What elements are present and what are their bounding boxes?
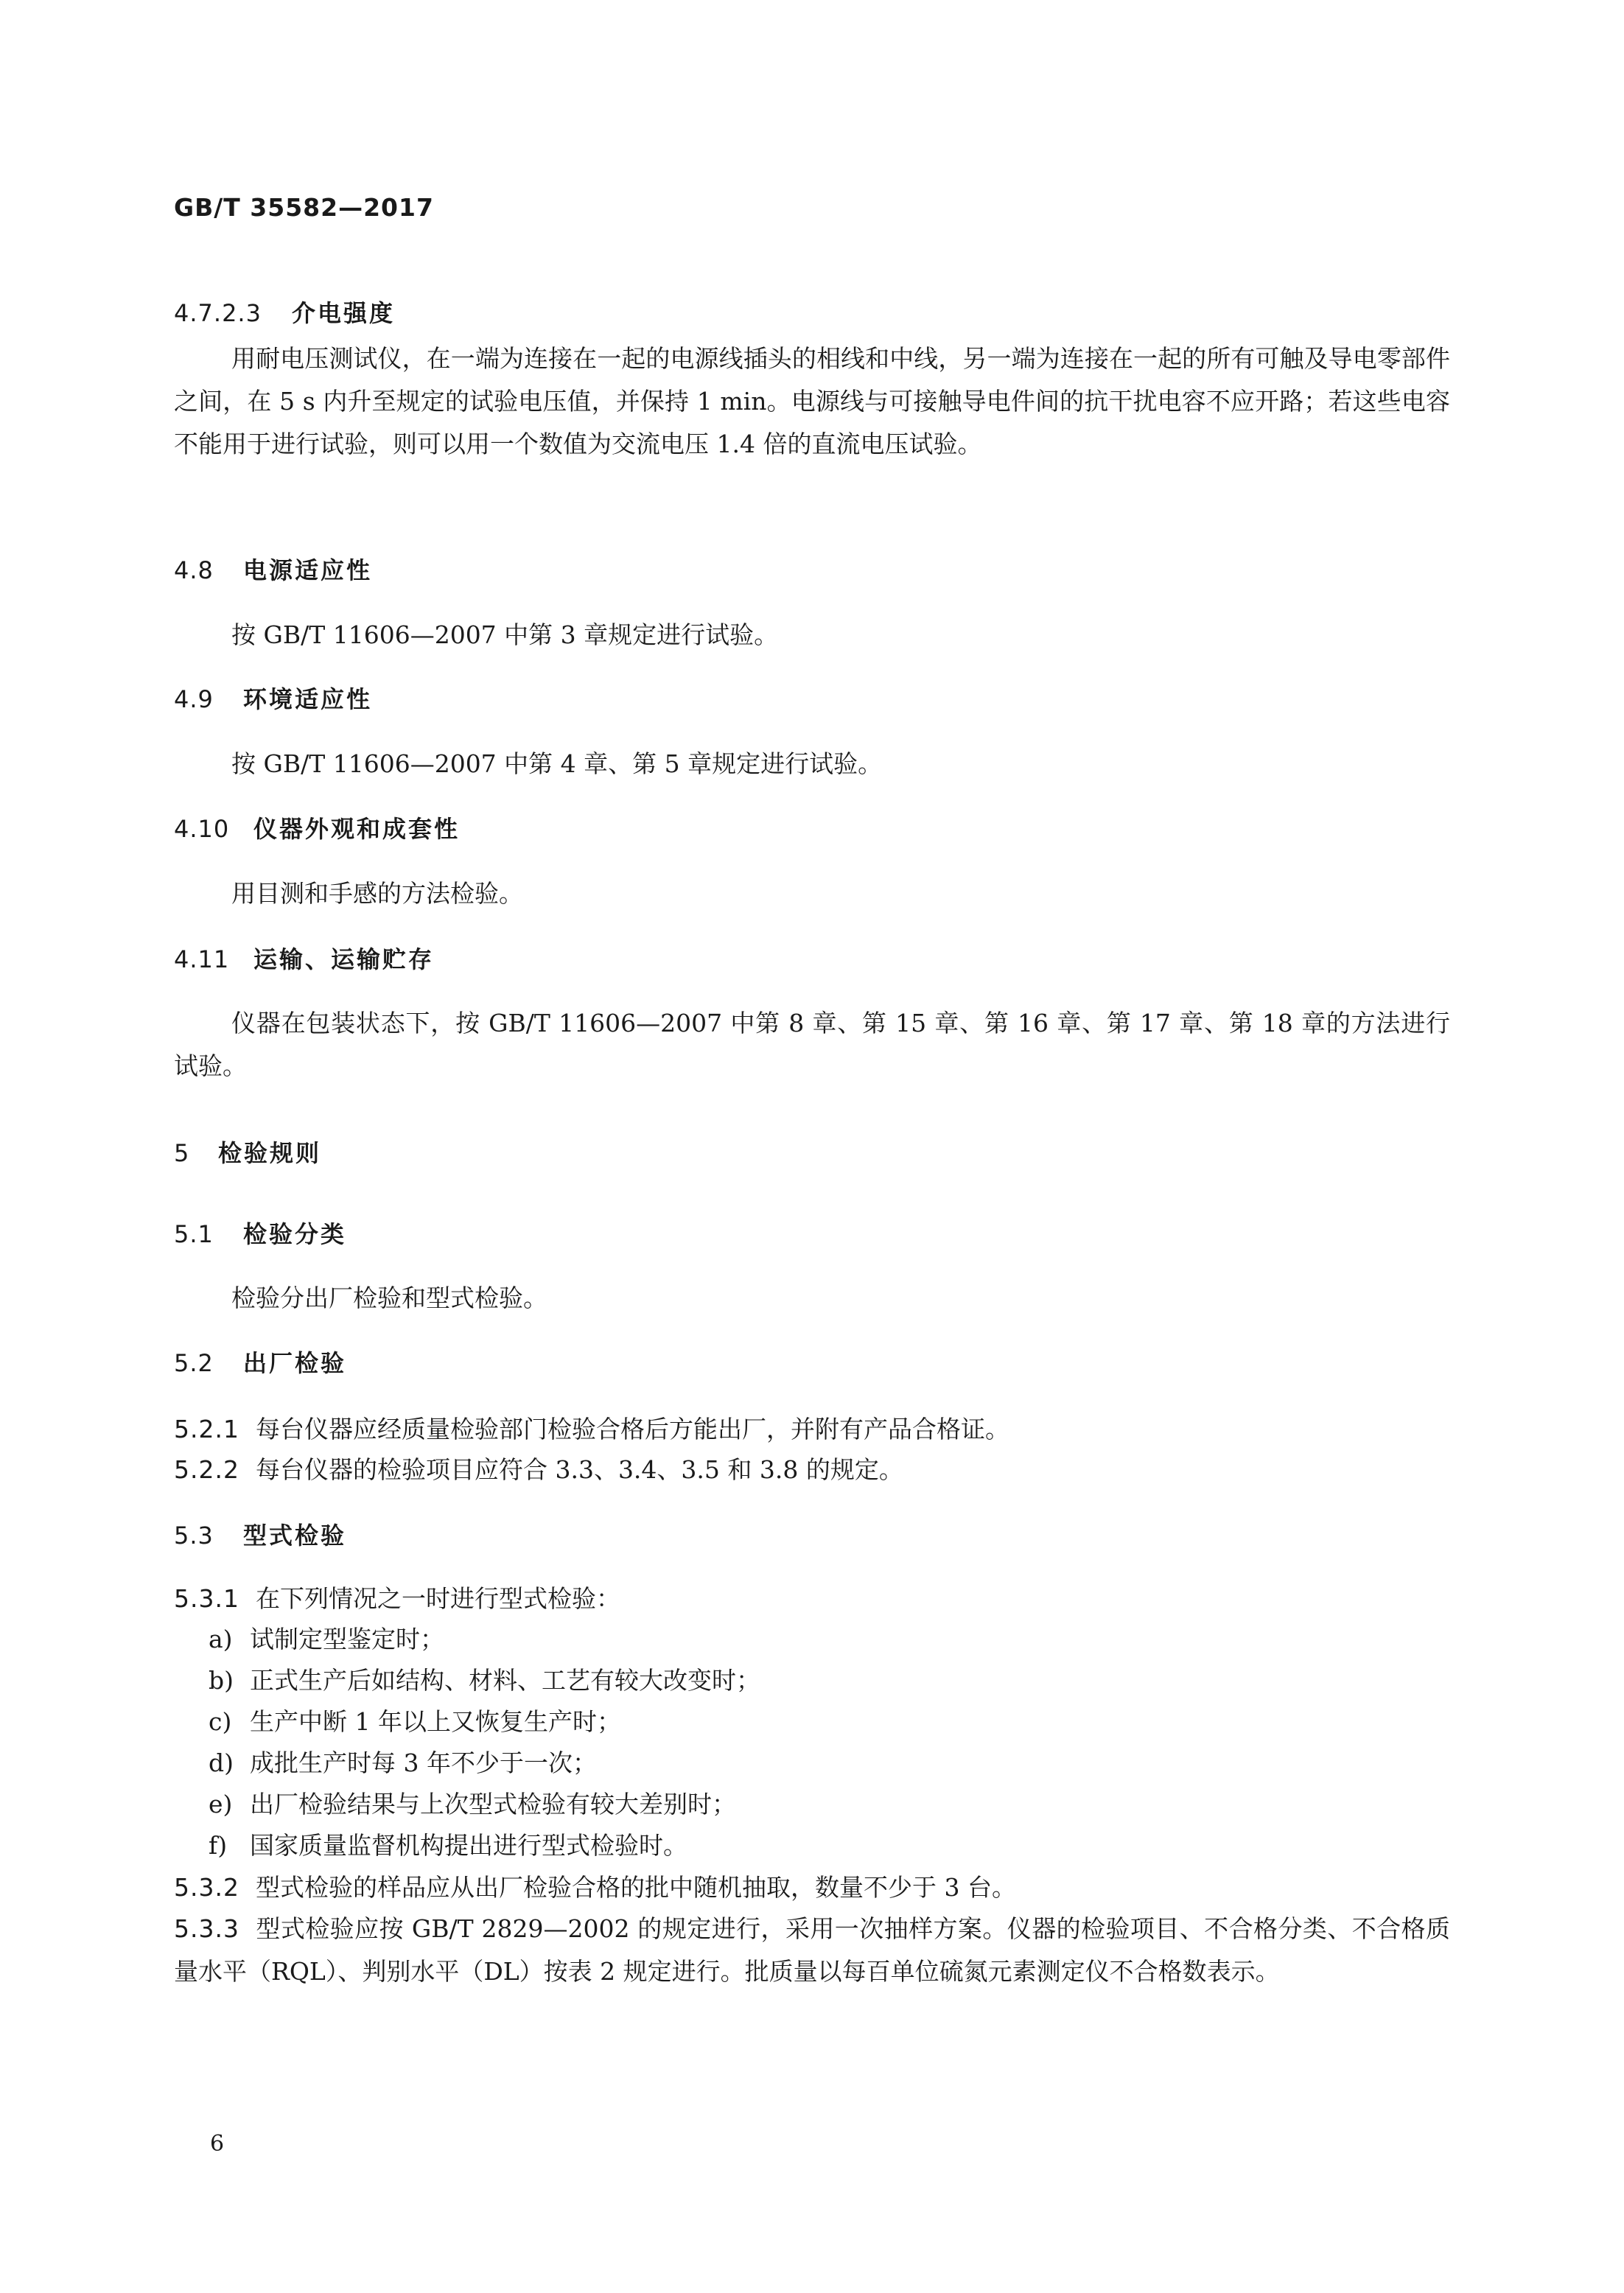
list-text: 生产中断 1 年以上又恢复生产时； (250, 1707, 621, 1736)
list-label: c) (209, 1707, 232, 1736)
heading-title: 型式检验 (243, 1522, 347, 1550)
list-label: d) (209, 1748, 234, 1777)
list-item (209, 1825, 687, 1866)
heading-title: 电源适应性 (243, 556, 373, 584)
paragraph-dielectric-strength: 用耐电压测试仪，在一端为连接在一起的电源线插头的相线和中线，另一端为连接在一起的所有可触及导电零部件之间，在 5 s 内升至规定的试验电压值，并保持 1 min。电源线与可接触导电件间的抗干扰电容不应开路；若这些电容不能用于进行试验，则可以用一个数值为交流电压 1.4 倍的直流电压试验。 (174, 344, 1450, 458)
clause-number: 5.3.2 (174, 1873, 239, 1902)
heading-number: 4.7.2.3 (174, 299, 262, 327)
heading-title: 介电强度 (292, 299, 396, 327)
heading-5-1 (174, 1216, 346, 1250)
list-item (209, 1743, 597, 1784)
heading-number: 4.9 (174, 685, 214, 713)
clause-5-3-3 (174, 1908, 1450, 1993)
paragraph-environment-adaptability: 按 GB/T 11606—2007 中第 4 章、第 5 章规定进行试验。 (231, 749, 883, 778)
clause-text: 在下列情况之一时进行型式检验： (255, 1584, 620, 1613)
list-text: 成批生产时每 3 年不少于一次； (250, 1748, 597, 1777)
page-number: 6 (210, 2131, 225, 2157)
list-text: 正式生产后如结构、材料、工艺有较大改变时； (250, 1666, 760, 1695)
clause-5-2-1 (174, 1408, 1450, 1451)
list-label: f) (209, 1831, 228, 1860)
clause-number: 5.3.3 (174, 1914, 239, 1943)
heading-4-10 (174, 811, 460, 844)
list-label: e) (209, 1790, 233, 1818)
paragraph-appearance: 用目测和手感的方法检验。 (231, 879, 523, 908)
paragraph-inspection-classification: 检验分出厂检验和型式检验。 (231, 1284, 547, 1312)
heading-title: 运输、运输贮存 (253, 945, 435, 973)
heading-5 (174, 1135, 321, 1169)
clause-text: 每台仪器的检验项目应符合 3.3、3.4、3.5 和 3.8 的规定。 (255, 1455, 903, 1484)
clause-text: 每台仪器应经质量检验部门检验合格后方能出厂，并附有产品合格证。 (255, 1415, 1009, 1443)
heading-4-11 (174, 941, 434, 975)
list-item (209, 1701, 621, 1743)
heading-number: 4.8 (174, 556, 214, 584)
list-text: 出厂检验结果与上次型式检验有较大差别时； (250, 1790, 736, 1818)
heading-5-3 (174, 1517, 346, 1551)
clause-text: 型式检验的样品应从出厂检验合格的批中随机抽取，数量不少于 3 台。 (255, 1873, 1016, 1902)
list-text: 试制定型鉴定时； (250, 1625, 444, 1653)
heading-number: 4.10 (174, 815, 230, 843)
paragraph-transport: 仪器在包装状态下，按 GB/T 11606—2007 中第 8 章、第 15 章、第 16 章、第 17 章、第 18 章的方法进行试验。 (174, 1009, 1450, 1080)
clause-number: 5.2.2 (174, 1455, 239, 1484)
heading-number: 4.11 (174, 945, 230, 973)
heading-4-9 (174, 681, 372, 715)
heading-title: 仪器外观和成套性 (253, 815, 461, 843)
clause-5-3-1 (174, 1578, 1450, 1620)
heading-number: 5.2 (174, 1349, 214, 1377)
list-item (209, 1660, 760, 1701)
document-id: GB/T 35582—2017 (174, 193, 434, 222)
clause-text: 型式检验应按 GB/T 2829—2002 的规定进行，采用一次抽样方案。仪器的检验项目、不合格分类、不合格质量水平（RQL）、判别水平（DL）按表 2 规定进行。批质量以每百单位硫氮元素测定仪不合格数表示。 (174, 1914, 1450, 1986)
clause-number: 5.3.1 (174, 1584, 239, 1613)
heading-4-8 (174, 552, 372, 586)
list-item (209, 1619, 444, 1660)
heading-title: 环境适应性 (243, 685, 373, 713)
clause-5-3-2 (174, 1866, 1450, 1909)
clause-5-2-2 (174, 1449, 1450, 1491)
heading-number: 5.3 (174, 1522, 214, 1550)
paragraph-power-adaptability: 按 GB/T 11606—2007 中第 3 章规定进行试验。 (231, 620, 779, 649)
clause-number: 5.2.1 (174, 1415, 239, 1443)
heading-title: 检验分类 (243, 1220, 347, 1248)
list-label: b) (209, 1666, 234, 1695)
list-item (209, 1784, 736, 1825)
list-label: a) (209, 1625, 233, 1653)
list-text: 国家质量监督机构提出进行型式检验时。 (250, 1831, 687, 1860)
heading-5-2 (174, 1345, 346, 1379)
heading-title: 出厂检验 (243, 1349, 347, 1377)
heading-number: 5 (174, 1139, 190, 1167)
heading-number: 5.1 (174, 1220, 214, 1248)
heading-title: 检验规则 (218, 1139, 322, 1167)
heading-4-7-2-3 (174, 295, 395, 329)
